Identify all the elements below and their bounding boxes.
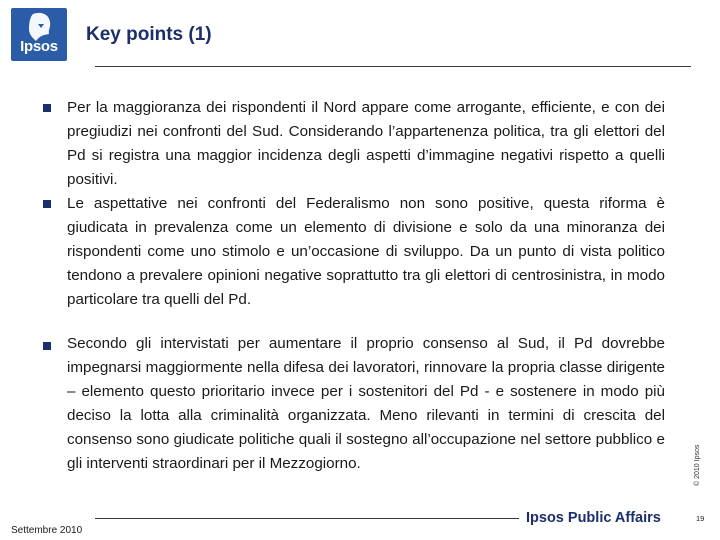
- logo-text: Ipsos: [20, 38, 58, 55]
- copyright-note: © 2010 Ipsos: [694, 444, 701, 486]
- footer-brand: Ipsos Public Affairs: [526, 510, 661, 526]
- ipsos-logo: [11, 8, 67, 61]
- bullet-paragraph-3: Secondo gli intervistati per aumentare il proprio consenso al Sud, il Pd dovrebbe impegnarsi maggiormente nella difesa dei lavoratori, rinnovare la propria classe dirigente – elemento questo prioritario invece per i sostenitori del Pd - e sostenere in modo più deciso la lotta alla criminalità organizzata. Meno rilevanti in termini di crescita del consenso sono giudicate politiche quali il sostegno all’occupazione nel settore pubblico e gli interventi straordinari per il Mezzogiorno.: [67, 335, 665, 472]
- footer-divider: [95, 518, 519, 519]
- bullet-marker-icon: [43, 342, 51, 350]
- bullet-paragraph-2: Le aspettative nei confronti del Federalismo non sono positive, questa riforma è giudicata in prevalenza come un elemento di divisione e solo da una minoranza dei rispondenti come uno stimolo e un’occasione di sviluppo. Da un punto di vista politico tendono a prevalere opinioni negative soprattutto tra gli elettori di centrosinistra, in modo particolare tra quelli del Pd.: [67, 195, 665, 308]
- title-divider: [95, 66, 691, 67]
- page-number: 19: [696, 514, 705, 523]
- bullet-marker-icon: [43, 200, 51, 208]
- footer-date: Settembre 2010: [11, 525, 83, 536]
- page-title: Key points (1): [86, 24, 212, 45]
- bullet-paragraph-1: Per la maggioranza dei rispondenti il Nord appare come arrogante, efficiente, e con dei pregiudizi nei confronti del Sud. Considerando l’appartenenza politica, tra gli elettori del Pd si registra una maggior incidenza degli aspetti d’immagine negativi rispetto a quelli positivi.: [67, 99, 665, 188]
- bullet-marker-icon: [43, 104, 51, 112]
